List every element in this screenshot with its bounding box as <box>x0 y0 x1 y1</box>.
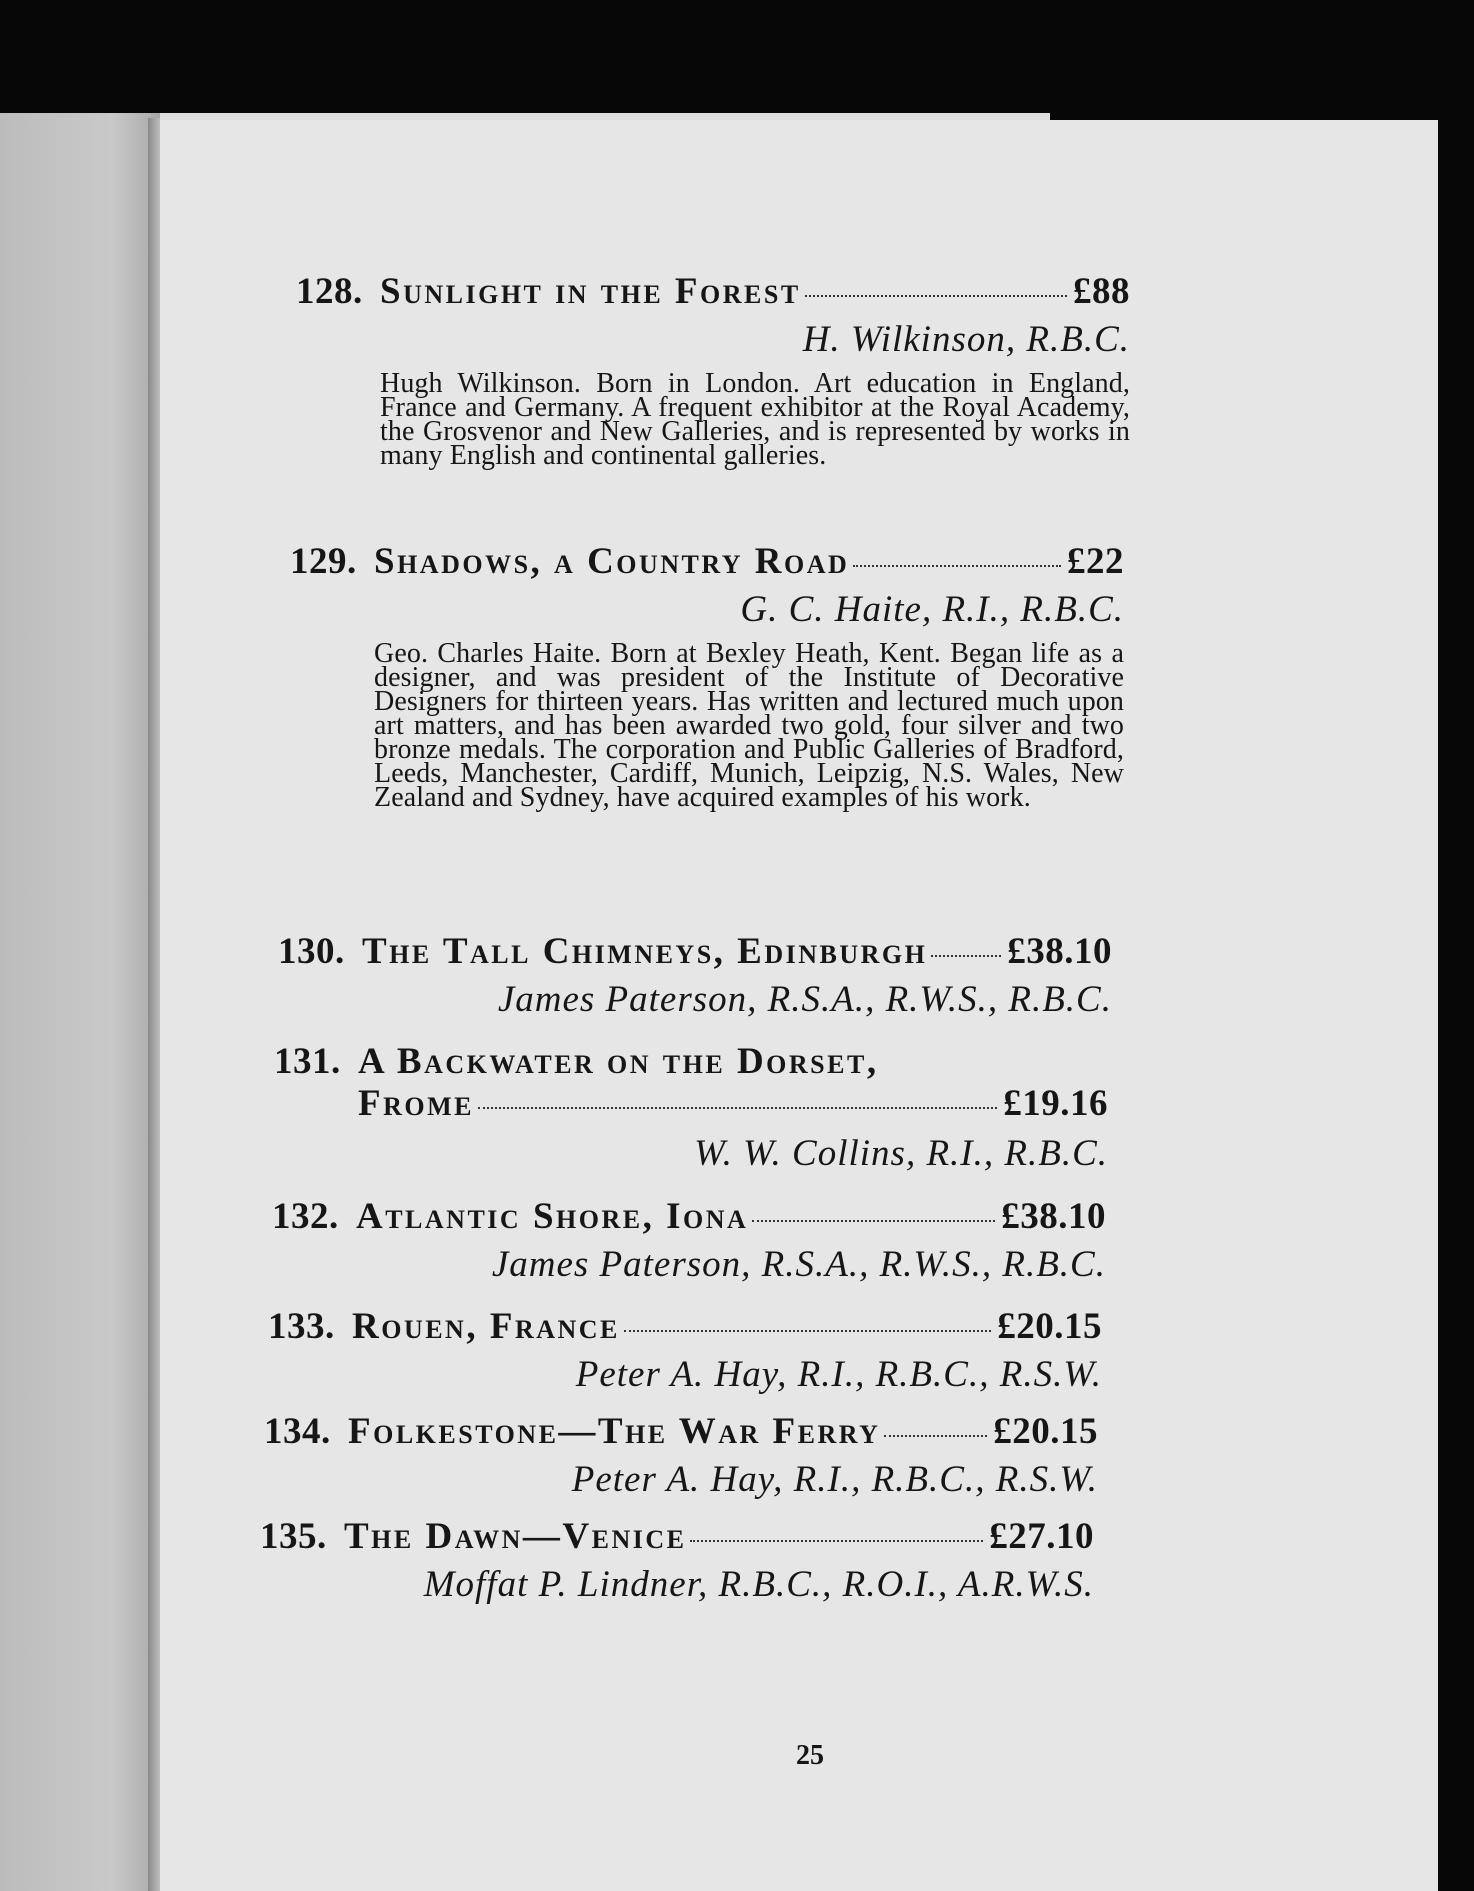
artist-biography: Hugh Wilkinson. Born in London. Art education in England, France and Germany. A frequent exhibitor at the Royal Academy, the Grosvenor and New Galleries, and is represented by works in many English and continental galleries. <box>380 368 1130 471</box>
catalogue-entry-135 <box>260 1515 1094 1615</box>
entry-title: A Backwater on the Dorset, <box>358 1041 879 1082</box>
page-number: 25 <box>796 1740 824 1771</box>
entry-number: 133. <box>268 1306 335 1347</box>
dot-leader <box>624 1330 991 1332</box>
dot-leader <box>690 1540 983 1542</box>
entry-number: 131. <box>274 1041 341 1082</box>
entry-artist: G. C. Haite, R.I., R.B.C. <box>740 589 1124 630</box>
entry-number: 128. <box>296 271 363 312</box>
entry-title: Sunlight in the Forest <box>380 271 801 312</box>
entry-title: The Dawn—Venice <box>344 1516 687 1557</box>
entry-price: £20.15 <box>993 1411 1098 1452</box>
entry-price: £19.16 <box>1003 1083 1108 1124</box>
entry-price: £38.10 <box>1007 931 1112 972</box>
entry-artist: James Paterson, R.S.A., R.W.S., R.B.C. <box>491 1244 1106 1285</box>
artist-biography: Geo. Charles Haite. Born at Bexley Heath, Kent. Began life as a designer, and was president of the Institute of Decorative Designers for thirteen years. Has written and lectured much upon art matters, and has been awarded two gold, four silver and two bronze medals. The corporation and Public Galleries of Bradford, Leeds, Manchester, Cardiff, Munich, Leipzig, N.S. Wales, New Zealand and Sydney, have acquired examples of his work. <box>374 638 1124 813</box>
entry-price: £88 <box>1073 271 1130 312</box>
entry-number: 129. <box>290 541 357 582</box>
entry-title: Atlantic Shore, Iona <box>356 1196 749 1237</box>
entry-price: £20.15 <box>997 1306 1102 1347</box>
entry-artist: Peter A. Hay, R.I., R.B.C., R.S.W. <box>575 1354 1102 1395</box>
entry-price: £38.10 <box>1001 1196 1106 1237</box>
entry-artist: W. W. Collins, R.I., R.B.C. <box>694 1133 1108 1174</box>
entry-number: 134. <box>264 1411 331 1452</box>
entry-artist: Peter A. Hay, R.I., R.B.C., R.S.W. <box>571 1459 1098 1500</box>
entry-title: Folkestone—The War Ferry <box>348 1411 881 1452</box>
dot-leader <box>884 1435 987 1437</box>
entry-title: Rouen, France <box>352 1306 620 1347</box>
dot-leader <box>853 565 1061 567</box>
dot-leader <box>478 1107 997 1109</box>
catalogue-entry-130 <box>278 930 1112 1030</box>
entry-title-continued: Frome <box>358 1083 474 1124</box>
catalogue-page <box>160 120 1438 1891</box>
entry-price: £22 <box>1067 541 1124 582</box>
left-page-edge <box>0 113 160 1891</box>
entry-number: 132. <box>272 1196 339 1237</box>
dot-leader <box>931 955 1001 957</box>
entry-price: £27.10 <box>989 1516 1094 1557</box>
catalogue-entry-134 <box>264 1410 1098 1510</box>
catalogue-entry-133 <box>268 1305 1102 1405</box>
entry-artist: Moffat P. Lindner, R.B.C., R.O.I., A.R.W.S. <box>423 1564 1094 1605</box>
catalogue-entry-131 <box>274 1040 1108 1180</box>
entry-title: Shadows, a Country Road <box>374 541 850 582</box>
entry-number: 130. <box>278 931 345 972</box>
catalogue-entry-129 <box>290 540 1124 940</box>
catalogue-entry-132 <box>272 1195 1106 1295</box>
entry-artist: James Paterson, R.S.A., R.W.S., R.B.C. <box>497 979 1112 1020</box>
entry-number: 135. <box>260 1516 327 1557</box>
entry-artist: H. Wilkinson, R.B.C. <box>802 319 1130 360</box>
dot-leader <box>805 295 1067 297</box>
entry-title: The Tall Chimneys, Edinburgh <box>362 931 928 972</box>
dot-leader <box>752 1220 995 1222</box>
